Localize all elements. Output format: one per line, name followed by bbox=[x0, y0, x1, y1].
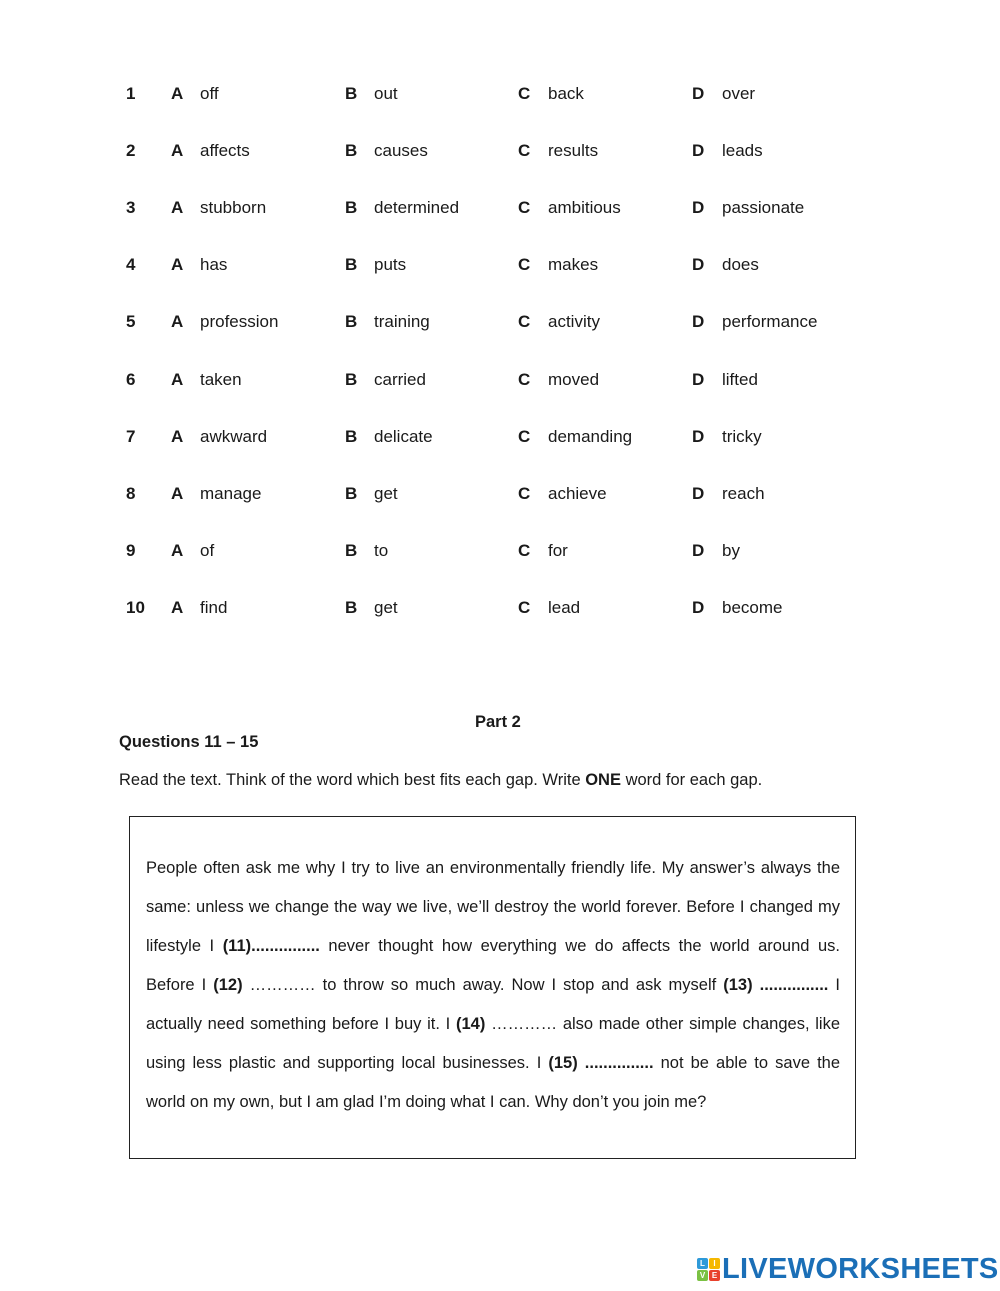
gap-14[interactable]: ………… bbox=[485, 1015, 563, 1033]
passage-segment: never thought how everything we do affects the world around us. Before I bbox=[146, 937, 841, 994]
option-word[interactable]: training bbox=[374, 312, 430, 332]
option-word[interactable]: find bbox=[200, 597, 228, 617]
option-letter: B bbox=[345, 483, 358, 503]
option-letter: A bbox=[171, 369, 184, 389]
option-word[interactable]: achieve bbox=[548, 483, 607, 503]
option-letter: D bbox=[692, 369, 705, 389]
option-letter: B bbox=[345, 255, 358, 275]
passage-segment: to throw so much away. Now I stop and ask myself bbox=[322, 976, 724, 994]
instruction-after: word for each gap. bbox=[620, 771, 763, 789]
option-letter: A bbox=[171, 141, 184, 161]
option-letter: A bbox=[171, 198, 184, 218]
option-letter: D bbox=[692, 426, 705, 446]
option-letter: D bbox=[692, 255, 705, 275]
option-word[interactable]: awkward bbox=[200, 426, 268, 446]
option-word[interactable]: taken bbox=[200, 369, 242, 389]
question-number: 4 bbox=[126, 255, 136, 275]
question-number: 1 bbox=[126, 84, 136, 103]
question-number: 8 bbox=[126, 483, 136, 503]
option-letter: C bbox=[518, 597, 531, 617]
option-letter: D bbox=[692, 483, 705, 503]
option-word[interactable]: to bbox=[374, 540, 389, 560]
option-letter: B bbox=[345, 84, 358, 103]
gap-11[interactable]: ............... bbox=[251, 937, 320, 955]
option-word[interactable]: become bbox=[722, 597, 783, 617]
gap-number-11: (11) bbox=[222, 937, 252, 955]
question-row bbox=[0, 254, 1000, 276]
gap-12[interactable]: ………… bbox=[242, 976, 323, 994]
option-letter: A bbox=[171, 540, 184, 560]
logo-text: LIVEWORKSHEETS bbox=[722, 1252, 999, 1285]
option-letter: D bbox=[692, 540, 705, 560]
logo-block: I bbox=[709, 1258, 720, 1269]
option-word[interactable]: ambitious bbox=[548, 198, 621, 218]
option-letter: D bbox=[692, 141, 705, 161]
passage-segment: also made other simple changes, like using less plastic and supporting local businesses. I bbox=[146, 1015, 841, 1072]
option-letter: C bbox=[518, 426, 531, 446]
option-word[interactable]: of bbox=[200, 540, 215, 560]
questions-range: Questions 11 – 15 bbox=[119, 733, 259, 751]
option-letter: B bbox=[345, 597, 358, 617]
option-word[interactable]: carried bbox=[374, 369, 426, 389]
passage-segment: People often ask me why I try to live an environmentally friendly life. My answer’s always the same: unless we change the way we live, we’ll destroy the world forever. Before I changed my lifestyle I bbox=[146, 859, 840, 955]
option-letter: C bbox=[518, 255, 531, 275]
option-word[interactable]: determined bbox=[374, 198, 460, 218]
option-letter: D bbox=[692, 198, 705, 218]
question-row bbox=[0, 311, 1000, 333]
option-letter: D bbox=[692, 597, 705, 617]
option-word[interactable]: moved bbox=[548, 369, 600, 389]
option-letter: D bbox=[692, 84, 705, 103]
instruction bbox=[119, 771, 762, 790]
option-word[interactable]: delicate bbox=[374, 426, 433, 446]
option-letter: C bbox=[518, 198, 531, 218]
option-word[interactable]: does bbox=[722, 255, 759, 275]
question-row bbox=[0, 369, 1000, 391]
option-word[interactable]: lifted bbox=[722, 369, 758, 389]
option-word[interactable]: by bbox=[722, 540, 740, 560]
option-word[interactable]: profession bbox=[200, 312, 279, 332]
option-word[interactable]: puts bbox=[374, 255, 407, 275]
question-row bbox=[0, 83, 1000, 105]
liveworksheets-logo bbox=[697, 1253, 999, 1285]
option-letter: C bbox=[518, 141, 531, 161]
option-letter: C bbox=[518, 369, 531, 389]
question-number: 9 bbox=[126, 540, 136, 560]
gap-number-13: (13) bbox=[723, 976, 753, 994]
passage-segment: I actually need something before I buy it. I bbox=[146, 976, 840, 1033]
question-number: 10 bbox=[126, 597, 145, 617]
option-word[interactable]: passionate bbox=[722, 198, 805, 218]
option-word[interactable]: off bbox=[200, 84, 219, 103]
option-word[interactable]: reach bbox=[722, 483, 765, 503]
question-row bbox=[0, 140, 1000, 162]
question-row bbox=[0, 540, 1000, 562]
option-word[interactable]: manage bbox=[200, 483, 262, 503]
option-word[interactable]: over bbox=[722, 84, 756, 103]
logo-block: V bbox=[697, 1270, 708, 1281]
option-letter: A bbox=[171, 84, 184, 103]
logo-block: E bbox=[709, 1270, 720, 1281]
gap-13[interactable]: ............... bbox=[752, 976, 829, 994]
option-word[interactable]: for bbox=[548, 540, 568, 560]
option-word[interactable]: get bbox=[374, 597, 398, 617]
option-letter: A bbox=[171, 483, 184, 503]
question-row bbox=[0, 483, 1000, 505]
question-number: 3 bbox=[126, 198, 136, 218]
option-letter: B bbox=[345, 141, 358, 161]
part-title: Part 2 bbox=[475, 713, 521, 731]
question-row bbox=[0, 197, 1000, 219]
option-letter: C bbox=[518, 312, 531, 332]
gap-15[interactable]: ............... bbox=[577, 1054, 654, 1072]
option-letter: C bbox=[518, 540, 531, 560]
question-row bbox=[0, 597, 1000, 619]
gap-number-12: (12) bbox=[213, 976, 243, 994]
passage bbox=[146, 849, 840, 1122]
option-letter: B bbox=[345, 312, 358, 332]
option-letter: C bbox=[518, 483, 531, 503]
instruction-before: Read the text. Think of the word which best fits each gap. Write bbox=[119, 771, 586, 789]
option-word[interactable]: lead bbox=[548, 597, 581, 617]
question-number: 5 bbox=[126, 312, 136, 332]
gap-number-14: (14) bbox=[456, 1015, 486, 1033]
question-row bbox=[0, 426, 1000, 448]
option-word[interactable]: back bbox=[548, 84, 584, 103]
option-letter: C bbox=[518, 84, 531, 103]
option-letter: A bbox=[171, 597, 184, 617]
logo-block: L bbox=[697, 1258, 708, 1269]
option-letter: B bbox=[345, 540, 358, 560]
option-letter: A bbox=[171, 426, 184, 446]
question-number: 7 bbox=[126, 426, 136, 446]
option-letter: B bbox=[345, 198, 358, 218]
passage-segment: not be able to save the world on my own, but I am glad I’m doing what I can. Why don’t you join me? bbox=[146, 1054, 841, 1111]
option-word[interactable]: out bbox=[374, 84, 398, 103]
option-word[interactable]: get bbox=[374, 483, 398, 503]
option-word[interactable]: activity bbox=[548, 312, 600, 332]
option-letter: A bbox=[171, 312, 184, 332]
option-word[interactable]: results bbox=[548, 141, 599, 161]
question-number: 6 bbox=[126, 369, 136, 389]
question-number: 2 bbox=[126, 141, 136, 161]
option-letter: B bbox=[345, 369, 358, 389]
option-word[interactable]: affects bbox=[200, 141, 250, 161]
option-letter: D bbox=[692, 312, 705, 332]
option-letter: A bbox=[171, 255, 184, 275]
option-word[interactable]: leads bbox=[722, 141, 763, 161]
option-word[interactable]: demanding bbox=[548, 426, 633, 446]
option-word[interactable]: performance bbox=[722, 312, 818, 332]
option-word[interactable]: has bbox=[200, 255, 228, 275]
instruction-emphasis: ONE bbox=[585, 771, 621, 789]
logo-blocks-icon bbox=[697, 1258, 720, 1281]
option-word[interactable]: makes bbox=[548, 255, 599, 275]
option-word[interactable]: stubborn bbox=[200, 198, 267, 218]
gap-number-15: (15) bbox=[548, 1054, 578, 1072]
option-word[interactable]: tricky bbox=[722, 426, 762, 446]
option-word[interactable]: causes bbox=[374, 141, 428, 161]
option-letter: B bbox=[345, 426, 358, 446]
